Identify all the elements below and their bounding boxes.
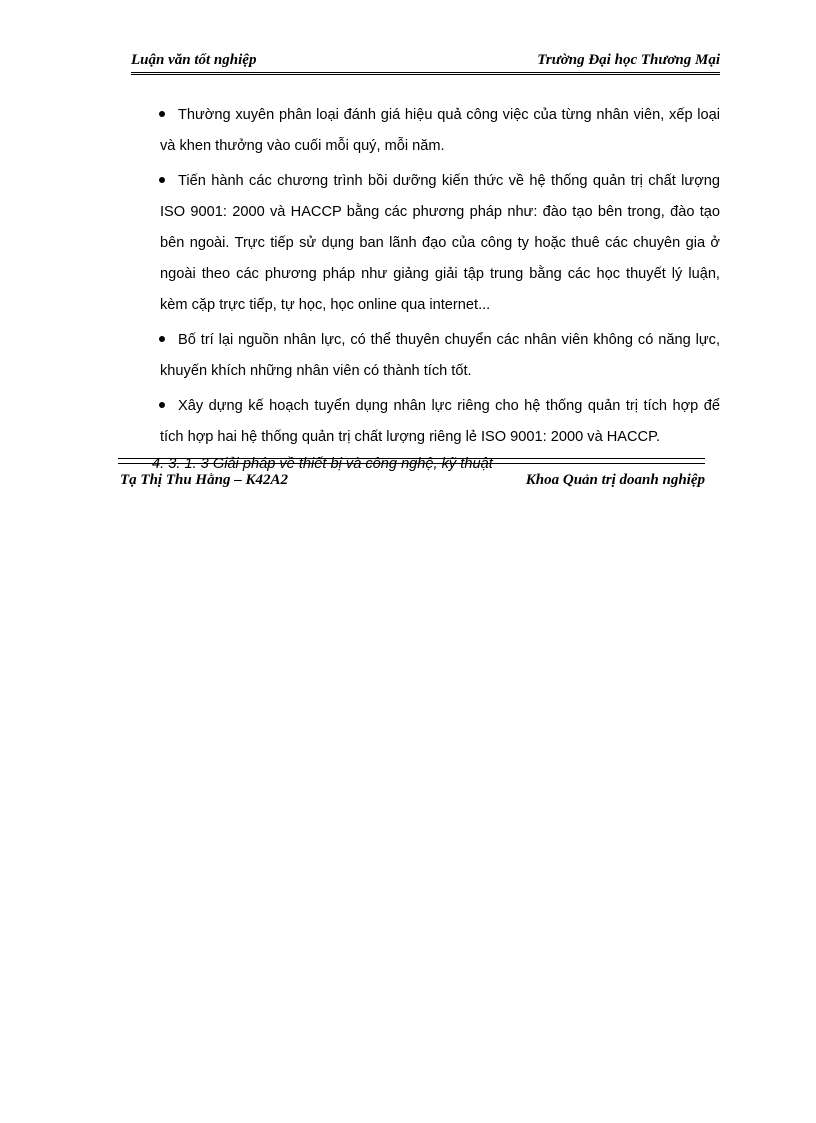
bullet-paragraph-3 [160,325,720,387]
header-divider [131,72,720,75]
footer-faculty-label: Khoa Quản trị doanh nghiệp [525,472,705,488]
bullet-paragraph-1 [160,100,720,162]
header-thesis-label: Luận văn tốt nghiệp [131,52,257,68]
bullet-icon [159,111,165,117]
paragraph-text: Thường xuyên phân loại đánh giá hiệu quả công việc của từng nhân viên, xếp loại và khen thưởng vào cuối mỗi quý, mỗi năm. [160,107,720,154]
section-subheading: 4. 3. 1. 3 Giải pháp về thiết bị và công nghệ, kỹ thuật [152,456,493,472]
bullet-icon [159,402,165,408]
bullet-icon [159,336,165,342]
footer-author-label: Tạ Thị Thu Hằng – K42A2 [120,472,288,488]
page-header [131,52,720,74]
footer-divider [118,458,705,464]
paragraph-text: Tiến hành các chương trình bồi dưỡng kiến thức về hệ thống quản trị chất lượng ISO 9001: 2000 và HACCP bằng các phương pháp như: đào tạo bên trong, đào tạo bên ngoài. Trực tiếp sử dụng ban lãnh đạo của công ty hoặc thuê các chuyên gia ở ngoài theo các phương pháp như giảng giải tập trung bằng các học thuyết lý luận, kèm cặp trực tiếp, tự học, học online qua internet... [160,173,720,313]
bullet-paragraph-4 [160,391,720,453]
header-university-label: Trường Đại học Thương Mại [537,52,720,68]
bullet-icon [159,177,165,183]
page-footer [118,472,705,494]
bullet-paragraph-2 [160,166,720,321]
paragraph-text: Bố trí lại nguồn nhân lực, có thể thuyên chuyển các nhân viên không có năng lực, khuyến khích những nhân viên có thành tích tốt. [160,332,720,379]
document-body [160,100,720,457]
paragraph-text: Xây dựng kế hoạch tuyển dụng nhân lực riêng cho hệ thống quản trị tích hợp để tích hợp hai hệ thống quản trị chất lượng riêng lẻ ISO 9001: 2000 và HACCP. [160,398,720,445]
